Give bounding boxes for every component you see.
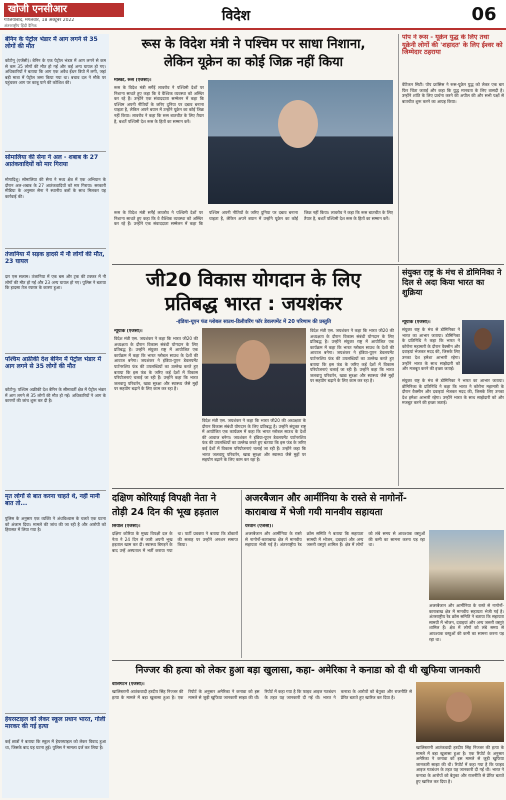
right-mid-headline: संयुक्त राष्ट्र के मंच से डोमिनिका ने दिल से अदा किया भारत का शुक्रिया: [402, 268, 502, 297]
left-story-headline: मृत लोगों से बात करना चाहते थे, नहीं मानी बात तो...: [5, 493, 100, 508]
minister-face: [236, 340, 270, 380]
bottom-story: [112, 662, 504, 798]
top-story-body-cont: रूस के विदेश मंत्री सर्गेई लावरोव ने पश्चिमी देशों पर निशाना साधते हुए कहा कि वे वैश्विक व्यवस्था को अस्थिर कर रहे हैं। उन्होंने एक संवाददाता सम्मेलन में कहा कि पश्चिम अपनी नीतियों के जरिए दुनिया पर दबाव बनाना चाहता है, लेकिन अपने बयान में उन्होंने यूक्रेन का कोई जिक्र नहीं किया। लावरोव ने कहा कि रूस बातचीत के लिए तैयार है, बशर्ते पश्चिमी देश रूस के हितों का सम्मान करें।: [114, 210, 393, 227]
right-mid-body-cont: संयुक्त राष्ट्र के मंच से डोमिनिका ने भारत का आभार जताया। डोमिनिका के प्रतिनिधि ने कहा कि भारत ने कोरोना महामारी के दौरान वैक्सीन और दवाइयां भेजकर मदद की, जिसके लिए उनका देश हमेशा आभारी रहेगा। उन्होंने भारत के साथ साझेदारी को और मजबूत करने की इच्छा जताई।: [402, 378, 504, 406]
right-top-headline: पोप ने रूस - यूक्रेन युद्ध के लिए तथा यूक्रेनी लोगों की 'शहादत' के लिए ईश्वर को जिम्मेदार ठहराया: [402, 34, 503, 57]
top-story: [112, 34, 395, 262]
korea-headline-2: तोड़ी 24 दिन की भूख हड़ताल: [112, 507, 219, 518]
lead-story: [112, 266, 395, 486]
logo-text: खोजी एनसीआर: [8, 4, 68, 15]
lead-body: विदेश मंत्री एस. जयशंकर ने कहा कि भारत जी20 की अध्यक्षता के दौरान विकास संबंधी योगदान के लिए प्रतिबद्ध है। उन्होंने संयुक्त राष्ट्र में आयोजित एक कार्यक्रम में कहा कि भारत ग्लोबल साउथ के देशों की आवाज बनेगा। जयशंकर ने इंडिया-यूएन डेवलपमेंट पार्टनरशिप फंड की उपलब्धियों का उल्लेख करते हुए बताया कि इस फंड के जरिए कई देशों में विकास परियोजनाएं चलाई जा रही हैं। उन्होंने कहा कि भारत जलवायु परिवर्तन, खाद्य सुरक्षा और स्वास्थ्य जैसे मुद्दों पर सहयोग बढ़ाने के लिए काम कर रहा है।: [114, 336, 198, 392]
top-story-headline-2: लेकिन यूक्रेन का कोई जिक्र नहीं किया: [163, 55, 344, 70]
bottom-byline: वाशिंगटन (एजेंसी)।: [112, 682, 145, 687]
left-story-headline: बेनिन के पेट्रोल भंडार में आग लगने से 35 लोगों की मौत: [5, 36, 98, 51]
top-story-headline-1: रूस के विदेश मंत्री ने पश्चिम पर साधा निशाना,: [141, 37, 366, 52]
armenia-headline-2: काराबाख में भेजी गयी मानवीय सहायता: [245, 507, 383, 518]
lead-headline-1: जी20 विकास योगदान के लिए: [146, 269, 361, 291]
lead-byline: न्यूयॉर्क (एजेंसी)।: [114, 329, 143, 334]
masthead: [0, 0, 506, 30]
right-mid-body: संयुक्त राष्ट्र के मंच से डोमिनिका ने भारत का आभार जताया। डोमिनिका के प्रतिनिधि ने कहा कि भारत ने कोरोना महामारी के दौरान वैक्सीन और दवाइयां भेजकर मदद की, जिसके लिए उनका देश हमेशा आभारी रहेगा। उन्होंने भारत के साथ साझेदारी को और मजबूत करने की इच्छा जताई।: [402, 327, 460, 372]
right-mid-story: [402, 266, 504, 486]
bottom-headline: निज्जर की हत्या को लेकर हुआ बड़ा खुलासा, कहा- अमेरिका ने कनाडा को दी थी खुफिया जानकारी: [135, 665, 481, 676]
date-line: गाजियाबाद, मंगलवार, 18 अक्टूबर 2022: [4, 18, 75, 23]
armenia-byline: येरेवान (एजेंसी)।: [245, 524, 274, 529]
right-mid-byline: न्यूयॉर्क (एजेंसी)।: [402, 320, 431, 325]
korea-byline: सियोल (एजेंसी)।: [112, 524, 141, 529]
left-story-headline: सोमालिया की सेना ने अल - शबाब के 27 आतंकवादियों को मार गिराया: [5, 154, 99, 169]
left-story-body: मोगादिशु। सोमालिया की सेना ने मध्य क्षेत्र में एक अभियान के दौरान अल-शबाब के 27 आतंकवादियों को मार गिराया। सरकारी मीडिया के अनुसार सेना ने स्थानीय बलों के साथ मिलकर यह कार्रवाई की।: [5, 177, 106, 199]
armenia-photo: [429, 530, 504, 600]
right-top-story: [402, 34, 504, 262]
section-title: विदेश: [221, 8, 251, 24]
delegate-face: [474, 328, 492, 350]
korea-story: [112, 490, 238, 658]
left-story-body: कोटोनू। पश्चिम अफ्रीकी देश बेनिन के सीमावर्ती क्षेत्र में पेट्रोल भंडार में आग लगने से 35 लोगों की मौत हो गई। अधिकारियों ने आग के कारणों की जांच शुरू कर दी है।: [5, 387, 106, 404]
lead-body-cont: विदेश मंत्री एस. जयशंकर ने कहा कि भारत जी20 की अध्यक्षता के दौरान विकास संबंधी योगदान के लिए प्रतिबद्ध है। उन्होंने संयुक्त राष्ट्र में आयोजित एक कार्यक्रम में कहा कि भारत ग्लोबल साउथ के देशों की आवाज बनेगा। जयशंकर ने इंडिया-यूएन डेवलपमेंट पार्टनरशिप फंड की उपलब्धियों का उल्लेख करते हुए बताया कि इस फंड के जरिए कई देशों में विकास परियोजनाएं चलाई जा रही हैं। उन्होंने कहा कि भारत जलवायु परिवर्तन, खाद्य सुरक्षा और स्वास्थ्य जैसे मुद्दों पर सहयोग बढ़ाने के लिए काम कर रहा है।: [310, 328, 394, 384]
armenia-body: अजरबैजान और आर्मीनिया के रास्ते से नागोर्नो-काराबाख क्षेत्र में मानवीय सहायता भेजी गई है। अंतरराष्ट्रीय रेड क्रॉस समिति ने बताया कि सहायता सामग्री में भोजन, दवाइयां और अन्य जरूरी वस्तुएं शामिल हैं। क्षेत्र में लोगों को लंबे समय से आवश्यक वस्तुओं की कमी का सामना करना पड़ रहा था।: [245, 531, 425, 548]
bottom-body: खालिस्तानी आतंकवादी हरदीप सिंह निज्जर की हत्या के मामले में बड़ा खुलासा हुआ है। एक रिपोर्ट के अनुसार अमेरिका ने कनाडा को इस मामले से जुड़ी खुफिया जानकारी साझा की थी। रिपोर्ट में कहा गया है कि फाइव आइज गठबंधन के तहत यह जानकारी दी गई थी। भारत ने कनाडा के आरोपों को बेतुका और राजनीति से प्रेरित बताते हुए खारिज कर दिया है।: [112, 689, 412, 700]
lead-headline-2: प्रतिबद्ध भारत : जयशंकर: [164, 293, 343, 315]
top-story-photo: [208, 80, 393, 204]
lead-photo: [202, 328, 306, 416]
sub-line: अंतरराष्ट्रीय हिंदी दैनिक: [4, 23, 37, 28]
armenia-story: [245, 490, 504, 658]
right-mid-photo: [462, 320, 504, 374]
left-story-headline: तंजानिया में सड़क हादसे में नौ लोगों की मौत, 23 घायल: [5, 251, 105, 266]
lead-body-cont2: विदेश मंत्री एस. जयशंकर ने कहा कि भारत जी20 की अध्यक्षता के दौरान विकास संबंधी योगदान के लिए प्रतिबद्ध है। उन्होंने संयुक्त राष्ट्र में आयोजित एक कार्यक्रम में कहा कि भारत ग्लोबल साउथ के देशों की आवाज बनेगा। जयशंकर ने इंडिया-यूएन डेवलपमेंट पार्टनरशिप फंड की उपलब्धियों का उल्लेख करते हुए बताया कि इस फंड के जरिए कई देशों में विकास परियोजनाएं चलाई जा रही हैं। उन्होंने कहा कि भारत जलवायु परिवर्तन, खाद्य सुरक्षा और स्वास्थ्य जैसे मुद्दों पर सहयोग बढ़ाने के लिए काम कर रहा है।: [202, 418, 306, 463]
top-story-byline: मास्को, रूस (एजेंसी)।: [114, 78, 152, 83]
bottom-body-cont: खालिस्तानी आतंकवादी हरदीप सिंह निज्जर की हत्या के मामले में बड़ा खुलासा हुआ है। एक रिपोर्ट के अनुसार अमेरिका ने कनाडा को इस मामले से जुड़ी खुफिया जानकारी साझा की थी। रिपोर्ट में कहा गया है कि फाइव आइज गठबंधन के तहत यह जानकारी दी गई थी। भारत ने कनाडा के आरोपों को बेतुका और राजनीति से प्रेरित बताते हुए खारिज कर दिया है।: [416, 745, 504, 784]
bottom-photo: [416, 682, 504, 742]
left-story-body: कोटोनू (एजेंसी)। बेनिन के एक पेट्रोल भंडार में आग लगने से कम से कम 35 लोगों की मौत हो गई और कई अन्य घायल हो गए। अधिकारियों ने बताया कि आग एक अवैध ईंधन डिपो में लगी, जहां बड़ी मात्रा में पेट्रोल जमा किया गया था। बचाव दल ने मौके पर पहुंचकर आग पर काबू पाने की कोशिश की।: [5, 58, 106, 86]
left-column: [2, 34, 109, 798]
left-story-body: दार एस सलाम। तंजानिया में एक बस और ट्रक की टक्कर में नौ लोगों की मौत हो गई और 23 अन्य घायल हो गए। पुलिस ने बताया कि हादसा तेज रफ्तार के कारण हुआ।: [5, 274, 106, 291]
korea-body: दक्षिण कोरिया के मुख्य विपक्षी दल के नेता ने 24 दिन से जारी अपनी भूख हड़ताल खत्म कर दी। स्वास्थ्य बिगड़ने के बाद उन्हें अस्पताल में भर्ती कराया गया था। पार्टी प्रवक्ता ने बताया कि डॉक्टरों की सलाह पर उन्होंने अनशन समाप्त किया।: [112, 531, 238, 553]
korea-headline-1: दक्षिण कोरियाई विपक्षी नेता ने: [112, 493, 216, 504]
page-number: 06: [471, 4, 497, 25]
lead-subhead: -इंडिया-यूएन फंड ग्लोबल साउथ-डिलीवरिंग फॉर डेवलपमेंट में 20 परिणाम की प्रस्तुति: [175, 319, 332, 325]
left-story-body: पुलिस के अनुसार एक व्यक्ति ने अंधविश्वास के चलते एक घटना को अंजाम दिया। मामले की जांच की जा रही है और आरोपी को हिरासत में लिया गया है।: [5, 516, 106, 533]
armenia-body-cont: अजरबैजान और आर्मीनिया के रास्ते से नागोर्नो-काराबाख क्षेत्र में मानवीय सहायता भेजी गई है। अंतरराष्ट्रीय रेड क्रॉस समिति ने बताया कि सहायता सामग्री में भोजन, दवाइयां और अन्य जरूरी वस्तुएं शामिल हैं। क्षेत्र में लोगों को लंबे समय से आवश्यक वस्तुओं की कमी का सामना करना पड़ रहा था।: [429, 603, 504, 642]
masthead-logo: [4, 3, 124, 17]
right-top-body: वेटिकन सिटी। पोप फ्रांसिस ने रूस-यूक्रेन युद्ध को लेकर एक बार फिर चिंता जताई और कहा कि युद्ध मानवता के लिए त्रासदी है। उन्होंने शांति के लिए प्रार्थना करने की अपील की और सभी पक्षों से बातचीत शुरू करने का आग्रह किया।: [402, 82, 504, 104]
left-story-body: कई छात्रों ने बताया कि स्कूल में हेयरस्टाइल को लेकर विवाद हुआ था, जिसके बाद यह घटना हुई। पुलिस ने मामला दर्ज कर लिया है।: [5, 739, 106, 750]
left-story-headline: पश्चिम अफ्रीकी देश बेनिन में पेट्रोल भंडार में आग लगने से 35 लोगों की मौत: [5, 356, 102, 371]
top-story-body: रूस के विदेश मंत्री सर्गेई लावरोव ने पश्चिमी देशों पर निशाना साधते हुए कहा कि वे वैश्विक व्यवस्था को अस्थिर कर रहे हैं। उन्होंने एक संवाददाता सम्मेलन में कहा कि पश्चिम अपनी नीतियों के जरिए दुनिया पर दबाव बनाना चाहता है, लेकिन अपने बयान में उन्होंने यूक्रेन का कोई जिक्र नहीं किया। लावरोव ने कहा कि रूस बातचीत के लिए तैयार है, बशर्ते पश्चिमी देश रूस के हितों का सम्मान करें।: [114, 85, 204, 124]
speaker-face: [278, 100, 318, 148]
armenia-headline-1: अजरबैजान और आर्मीनिया के रास्ते से नागोर्नो-: [245, 493, 407, 504]
person-face: [446, 692, 472, 722]
left-story-headline: हेयरस्टाइल को लेकर स्कूल प्रधान भारत, गोली मारकर की गई हत्या: [5, 716, 106, 731]
